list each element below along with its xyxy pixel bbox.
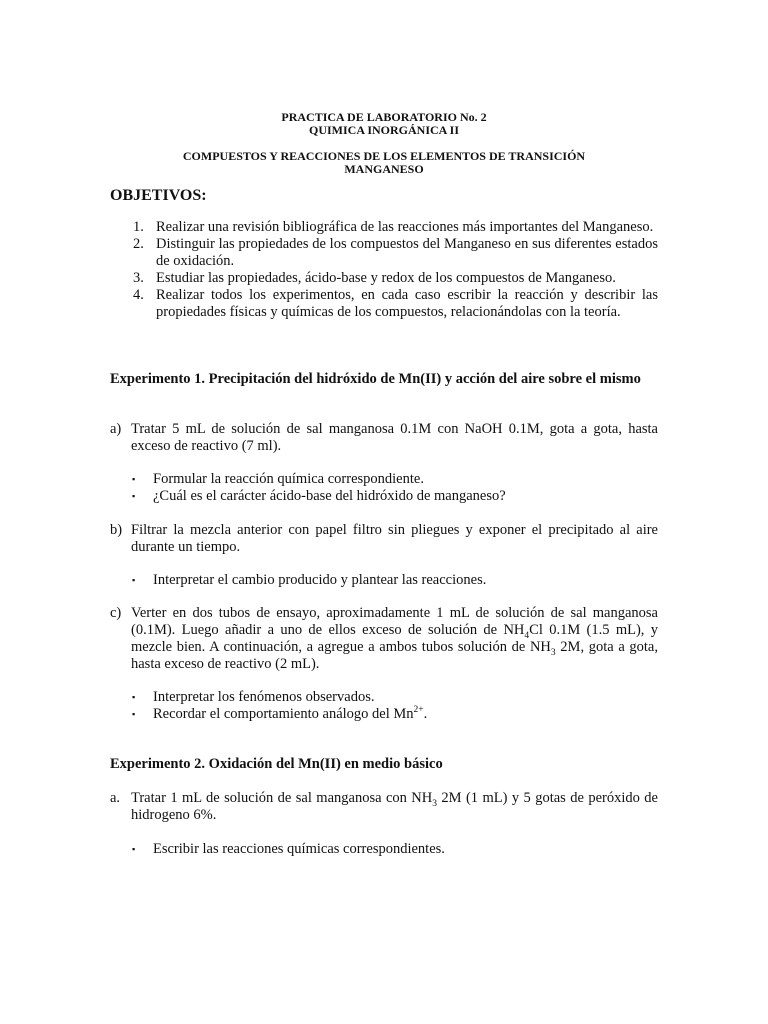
exp1-a-bullets xyxy=(132,471,658,505)
objetivo-item xyxy=(110,270,658,287)
step-text: Filtrar la mezcla anterior con papel filtro sin pliegues y exponer el precipitado al aire durante un tiempo. xyxy=(131,522,658,555)
step-text: Verter en dos tubos de ensayo, aproximadamente 1 mL de solución de sal manganosa (0.1M). Luego añadir a uno de ellos exceso de solución de $NH_4Cl$ 0.1M (1.5 mL), y mezcle bien. A continuación, a agregue a ambos tubos solución de $NH_3$ 2M, gota a gota, hasta exceso de reactivo (2 mL). xyxy=(131,605,659,672)
objetivos-heading: OBJETIVOS: xyxy=(110,187,207,204)
objetivo-number: 1. xyxy=(133,219,144,235)
bullet-text: Interpretar el cambio producido y plantear las reacciones. xyxy=(153,572,487,588)
exp2-step-a xyxy=(110,790,658,824)
objetivo-item xyxy=(110,287,658,321)
objetivos-list xyxy=(110,219,658,321)
bullet-item xyxy=(132,488,658,505)
objetivo-number: 4. xyxy=(133,287,144,303)
doc-title-line1: PRACTICA DE LABORATORIO No. 2 xyxy=(281,110,487,124)
objetivo-text: Estudiar las propiedades, ácido-base y redox de los compuestos de Manganeso. xyxy=(156,270,616,286)
step-text: Tratar 5 mL de solución de sal manganosa 0.1M con NaOH 0.1M, gota a gota, hasta exceso de reactivo (7 ml). xyxy=(131,421,658,454)
objetivo-text: Realizar una revisión bibliográfica de las reacciones más importantes del Manganeso. xyxy=(156,219,654,235)
exp1-step-a xyxy=(110,421,658,455)
exp1-c-bullets xyxy=(132,689,658,723)
exp1-step-b xyxy=(110,522,658,556)
objetivo-text: Distinguir las propiedades de los compuestos del Manganeso en sus diferentes estados de oxidación. xyxy=(156,236,658,269)
bullet-icon: ▪ xyxy=(132,692,136,702)
step-text: Tratar 1 mL de solución de sal manganosa con $NH_3$ 2M (1 mL) y 5 gotas de peróxido de hidrogeno 6%. xyxy=(131,790,658,823)
bullet-text: ¿Cuál es el carácter ácido-base del hidróxido de manganeso? xyxy=(153,488,506,504)
bullet-text: Interpretar los fenómenos observados. xyxy=(153,689,375,705)
experimento-1-heading: Experimento 1. Precipitación del hidróxido de Mn(II) y acción del aire sobre el mismo xyxy=(110,371,641,387)
objetivo-text: Realizar todos los experimentos, en cada caso escribir la reacción y describir las propiedades físicas y químicas de los compuestos, relacionándolas con la teoría. xyxy=(156,287,658,320)
bullet-icon: ▪ xyxy=(132,474,136,484)
exp1-step-c xyxy=(110,605,658,673)
bullet-text: Formular la reacción química correspondiente. xyxy=(153,471,424,487)
objetivo-item xyxy=(110,236,658,270)
bullet-item xyxy=(132,471,658,488)
exp1-b-bullets xyxy=(132,572,658,589)
doc-subtitle-line2: MANGANESO xyxy=(344,162,424,176)
bullet-item xyxy=(132,841,658,858)
experimento-2-heading: Experimento 2. Oxidación del Mn(II) en medio básico xyxy=(110,756,443,772)
objetivo-number: 3. xyxy=(133,270,144,286)
bullet-text: Recordar el comportamiento análogo del $Mn^{2+}$. xyxy=(153,705,428,722)
objetivo-number: 2. xyxy=(133,236,144,252)
bullet-text: Escribir las reacciones químicas correspondientes. xyxy=(153,841,445,857)
bullet-icon: ▪ xyxy=(132,491,136,501)
bullet-item xyxy=(132,572,658,589)
step-marker: b) xyxy=(110,522,123,538)
bullet-item xyxy=(132,706,658,723)
doc-subtitle-line1: COMPUESTOS Y REACCIONES DE LOS ELEMENTOS DE TRANSICIÓN xyxy=(182,149,586,163)
exp2-a-bullets xyxy=(132,841,658,858)
bullet-icon: ▪ xyxy=(132,844,136,854)
step-marker: a) xyxy=(110,421,122,437)
step-marker: a. xyxy=(110,790,121,806)
step-marker: c) xyxy=(110,605,122,621)
bullet-item xyxy=(132,689,658,706)
bullet-icon: ▪ xyxy=(132,575,136,585)
doc-title-line2: QUIMICA INORGÁNICA II xyxy=(308,123,460,137)
objetivo-item xyxy=(110,219,658,236)
bullet-icon: ▪ xyxy=(132,709,136,719)
